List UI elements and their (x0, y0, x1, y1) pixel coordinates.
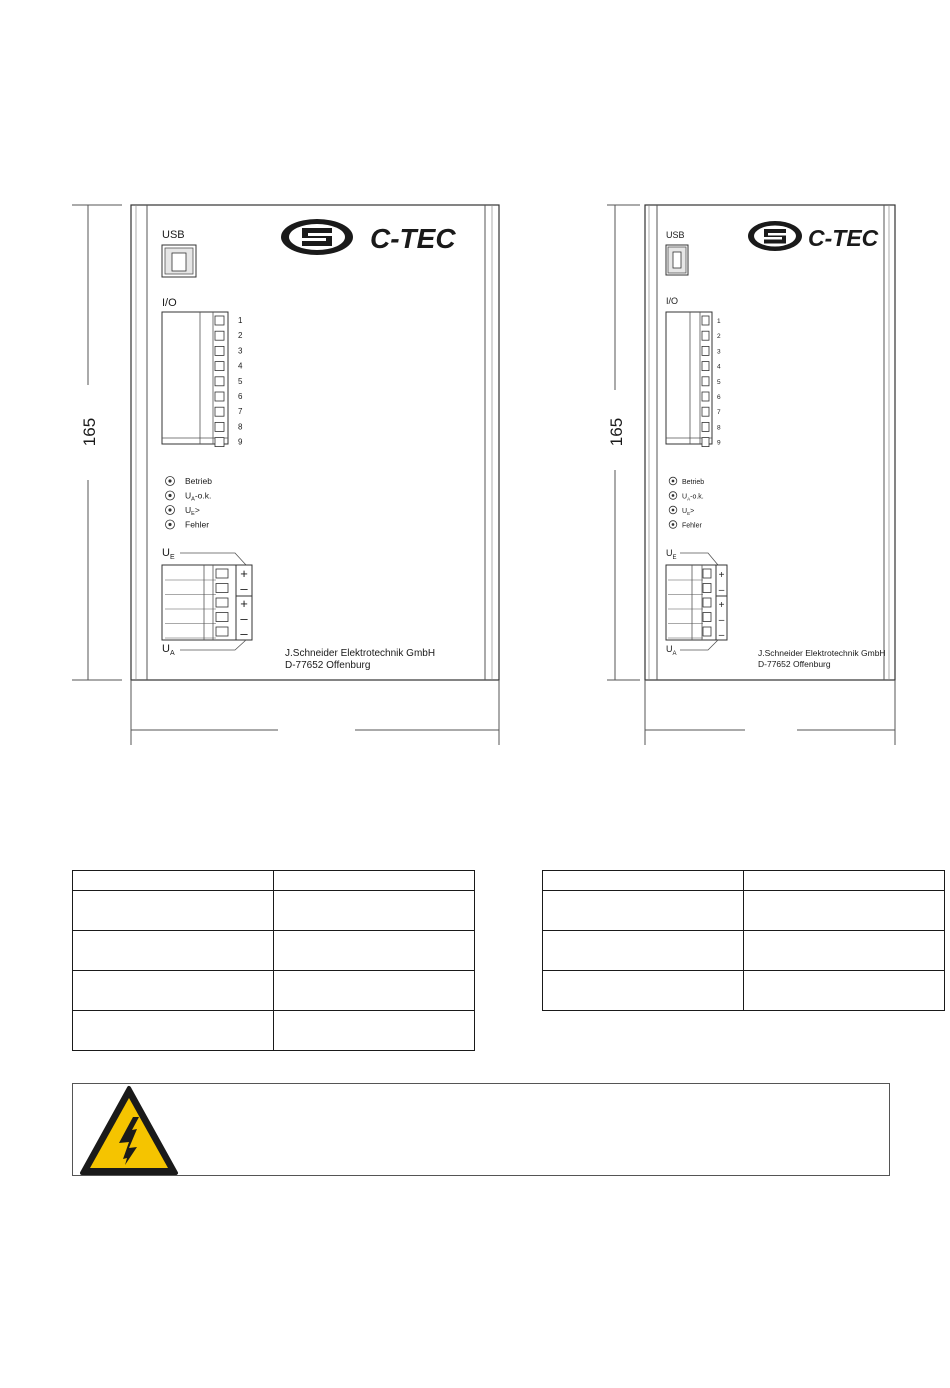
io-pin-contact (702, 331, 709, 340)
table-row (543, 871, 945, 891)
io-pin-contact (215, 438, 224, 447)
io-label-large: I/O (162, 297, 177, 309)
table-row (73, 1011, 475, 1051)
io-pin-label: 9 (717, 439, 721, 447)
ctec-logo-icon (748, 221, 802, 251)
io-pin-contact (702, 377, 709, 386)
ua-label-small: $U_A$ (666, 644, 677, 657)
polarity-symbol: – (718, 585, 725, 596)
led-label: $U_E>$ (185, 505, 200, 517)
table-header-cell (543, 871, 744, 891)
led-label: $U_E>$ (682, 508, 695, 516)
polarity-symbol: – (718, 615, 725, 626)
table-row (543, 971, 945, 1011)
table-header-cell (744, 871, 945, 891)
ue-label-large: $U_E$ (162, 547, 175, 561)
io-pin-contact (215, 407, 224, 416)
brand-name-small: C-TEC (808, 225, 879, 251)
polarity-symbol: + (718, 600, 725, 611)
table-cell (543, 891, 744, 931)
power-pin-contact (703, 613, 711, 622)
io-pin-contact (215, 346, 224, 355)
polarity-symbol: + (240, 566, 248, 581)
power-pin-contact (216, 613, 228, 622)
polarity-symbol: – (718, 630, 725, 641)
table-cell (274, 1011, 475, 1051)
io-pin-label: 4 (717, 363, 721, 371)
table-cell (73, 931, 274, 971)
io-pin-contact (215, 331, 224, 340)
table-header-cell (274, 871, 475, 891)
io-terminal-block (162, 312, 228, 447)
io-pin-label: 3 (238, 346, 243, 356)
io-pin-contact (702, 346, 709, 355)
led-label: $U_A-o.k$. (682, 493, 704, 502)
polarity-symbol: + (240, 596, 248, 611)
led-label: Betrieb (185, 476, 212, 486)
io-pin-contact (702, 407, 709, 416)
usb-port-icon (666, 245, 688, 275)
io-label-small: I/O (666, 296, 679, 306)
dimension-label-large: 165 (80, 417, 99, 447)
polarity-symbol: + (718, 570, 725, 581)
table-cell (744, 891, 945, 931)
io-pin-label: 3 (717, 348, 721, 356)
polarity-symbol: – (240, 581, 248, 596)
io-pin-label: 7 (717, 409, 721, 417)
io-pin-contact (215, 422, 224, 431)
table-row (543, 891, 945, 931)
led-label: Betrieb (682, 479, 705, 486)
io-pin-label: 6 (238, 392, 243, 401)
power-pin-contact (703, 598, 711, 607)
power-pin-contact (216, 627, 228, 636)
address-large: D-77652 Offenburg (285, 660, 371, 671)
manufacturer-small: J.Schneider Elektrotechnik GmbH (758, 648, 886, 658)
table-cell (543, 971, 744, 1011)
usb-label-small: USB (666, 230, 685, 240)
usb-label-large: USB (162, 229, 185, 241)
device-small (607, 205, 895, 745)
io-pin-label: 4 (238, 361, 243, 371)
io-pin-contact (215, 392, 224, 401)
device-large (72, 205, 499, 745)
io-pin-label: 1 (717, 318, 721, 325)
table-row (73, 931, 475, 971)
io-pin-contact (215, 362, 224, 371)
power-terminal-block (162, 565, 252, 640)
power-pin-contact (703, 569, 711, 578)
io-pin-label: 8 (238, 422, 243, 432)
polarity-symbol: – (240, 611, 248, 626)
table-row (73, 871, 475, 891)
brand-name-large: C-TEC (370, 223, 456, 254)
table-cell (543, 931, 744, 971)
table-cell (73, 891, 274, 931)
spec-table-right (542, 870, 945, 1011)
table-cell (274, 891, 475, 931)
table-cell (744, 971, 945, 1011)
table-row (73, 891, 475, 931)
table-cell (744, 931, 945, 971)
table-cell (274, 931, 475, 971)
io-pin-contact (702, 392, 709, 401)
io-pin-label: 1 (238, 316, 243, 325)
io-pin-label: 7 (238, 407, 243, 417)
led-label: Fehler (185, 519, 210, 530)
power-pin-contact (703, 584, 711, 593)
io-pin-contact (215, 377, 224, 386)
io-pin-label: 8 (717, 424, 721, 432)
led-label: $U_A-o.k$. (185, 490, 212, 503)
usb-port-icon (162, 245, 196, 277)
power-pin-contact (216, 569, 228, 578)
power-pin-contact (216, 584, 228, 593)
address-small: D-77652 Offenburg (758, 659, 831, 669)
io-pin-label: 5 (238, 376, 243, 386)
io-pin-contact (215, 316, 224, 325)
high-voltage-warning-icon (79, 1085, 179, 1177)
power-pin-contact (216, 598, 228, 607)
io-pin-label: 6 (717, 394, 721, 401)
polarity-symbol: – (240, 626, 248, 641)
ue-label-small: $U_E$ (666, 548, 677, 561)
io-pin-label: 2 (238, 331, 243, 341)
warning-box (72, 1083, 890, 1176)
io-pin-contact (702, 362, 709, 371)
table-cell (73, 971, 274, 1011)
ua-label-large: $U_A$ (162, 643, 175, 657)
spec-table-left (72, 870, 475, 1051)
table-header-cell (73, 871, 274, 891)
io-pin-label: 9 (238, 437, 243, 447)
io-pin-contact (702, 422, 709, 431)
io-pin-label: 2 (717, 333, 721, 341)
io-pin-label: 5 (717, 378, 721, 386)
ctec-logo-icon (281, 219, 353, 255)
manufacturer-large: J.Schneider Elektrotechnik GmbH (285, 648, 436, 659)
table-cell (274, 971, 475, 1011)
table-row (543, 931, 945, 971)
led-label: Fehler (682, 522, 702, 530)
table-cell (73, 1011, 274, 1051)
io-terminal-block (666, 312, 712, 447)
dimension-label-small: 165 (607, 417, 626, 447)
table-row (73, 971, 475, 1011)
power-pin-contact (703, 627, 711, 636)
io-pin-contact (702, 316, 709, 325)
io-pin-contact (702, 438, 709, 447)
